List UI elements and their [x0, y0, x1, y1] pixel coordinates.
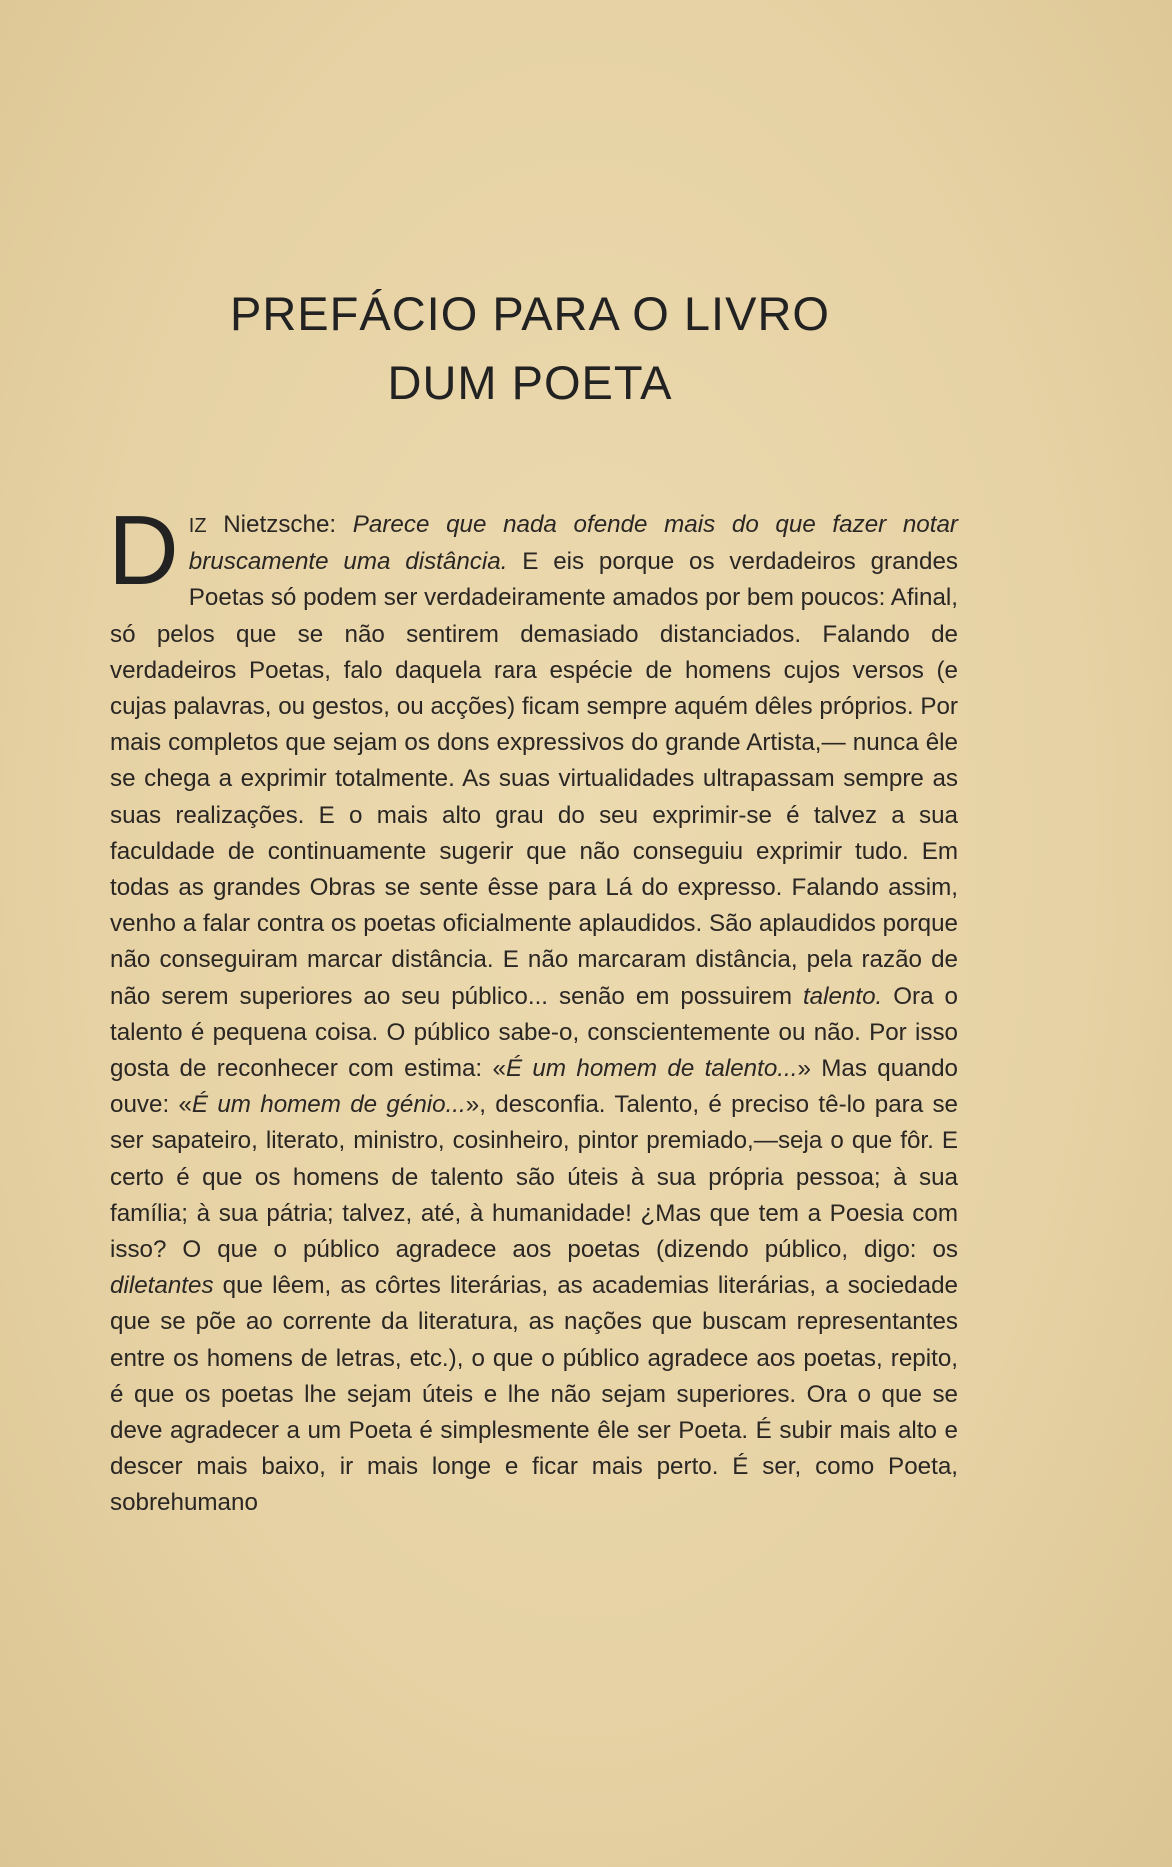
chapter-title-line-2: DUM POETA [387, 356, 673, 409]
italic-quote-genio: É um homem de génio... [191, 1091, 466, 1119]
lead-in-text: IZ [188, 515, 207, 537]
text-segment: Nietzsche: [206, 511, 353, 538]
italic-quote-nietzsche: Parece que nada ofende mais do que fazer notar bruscamente uma distância. [188, 511, 958, 576]
drop-cap: D [108, 495, 179, 605]
body-paragraph [108, 495, 959, 1522]
text-segment: E eis porque os verdadeiros grandes Poetas só podem ser verdadeiramente amados por bem poucos: Afinal, só pelos que se não sentirem demasiado distanciados. Falando de verdadeiros Poetas, falo daquela rara espécie de homens cujos versos (e cujas palavras, ou gestos, ou acções) ficam sempre aquém dêles próprios. Por mais completos que sejam os dons expressivos do grande Artista,— nunca êle se chega a exprimir totalmente. As suas virtualidades ultrapassam sempre as suas realizações. E o mais alto grau do seu exprimir-se é talvez a sua faculdade de continuamente sugerir que não conseguiu exprimir tudo. Em todas as grandes Obras se sente êsse para Lá do expresso. Falando assim, venho a falar contra os poetas oficialmente aplaudidos. São aplaudidos porque não conseguiram marcar distância. E não marcaram distância, pela razão de não serem superiores ao seu público... senão em possuirem [110, 548, 958, 1010]
text-segment: Ora o talento é pequena coisa. O público sabe-o, conscientemente ou não. Por isso gosta de reconhecer com estima: « [110, 982, 958, 1083]
chapter-title-line-1: PREFÁCIO PARA O LIVRO [230, 287, 830, 340]
italic-quote-talento: É um homem de talento... [505, 1055, 798, 1083]
text-segment: que lêem, as côrtes literárias, as academias literárias, a sociedade que se põe ao corrente da literatura, as nações que buscam representantes entre os homens de letras, etc.), o que o público agradece aos poetas, repito, é que os poetas lhe sejam úteis e lhe não sejam superiores. Ora o que se deve agradecer a um Poeta é simplesmente êle ser Poeta. É subir mais alto e descer mais baixo, ir mais longe e ficar mais perto. É ser, como Poeta, sobrehumano [110, 1272, 958, 1517]
text-segment: » Mas quando ouve: « [110, 1055, 958, 1119]
italic-word-talento: talento. [802, 982, 883, 1010]
italic-word-diletantes: diletantes [110, 1272, 214, 1300]
text-segment: », desconfia. Talento, é preciso tê-lo para se ser sapateiro, literato, ministro, cosinheiro, pintor premiado,—seja o que fôr. E certo é que os homens de talento são úteis à sua própria pessoa; à sua família; à sua pátria; talvez, até, à humanidade! ¿Mas que tem a Poesia com isso? O que o público agradece aos poetas (dizendo público, digo: os [110, 1091, 959, 1264]
